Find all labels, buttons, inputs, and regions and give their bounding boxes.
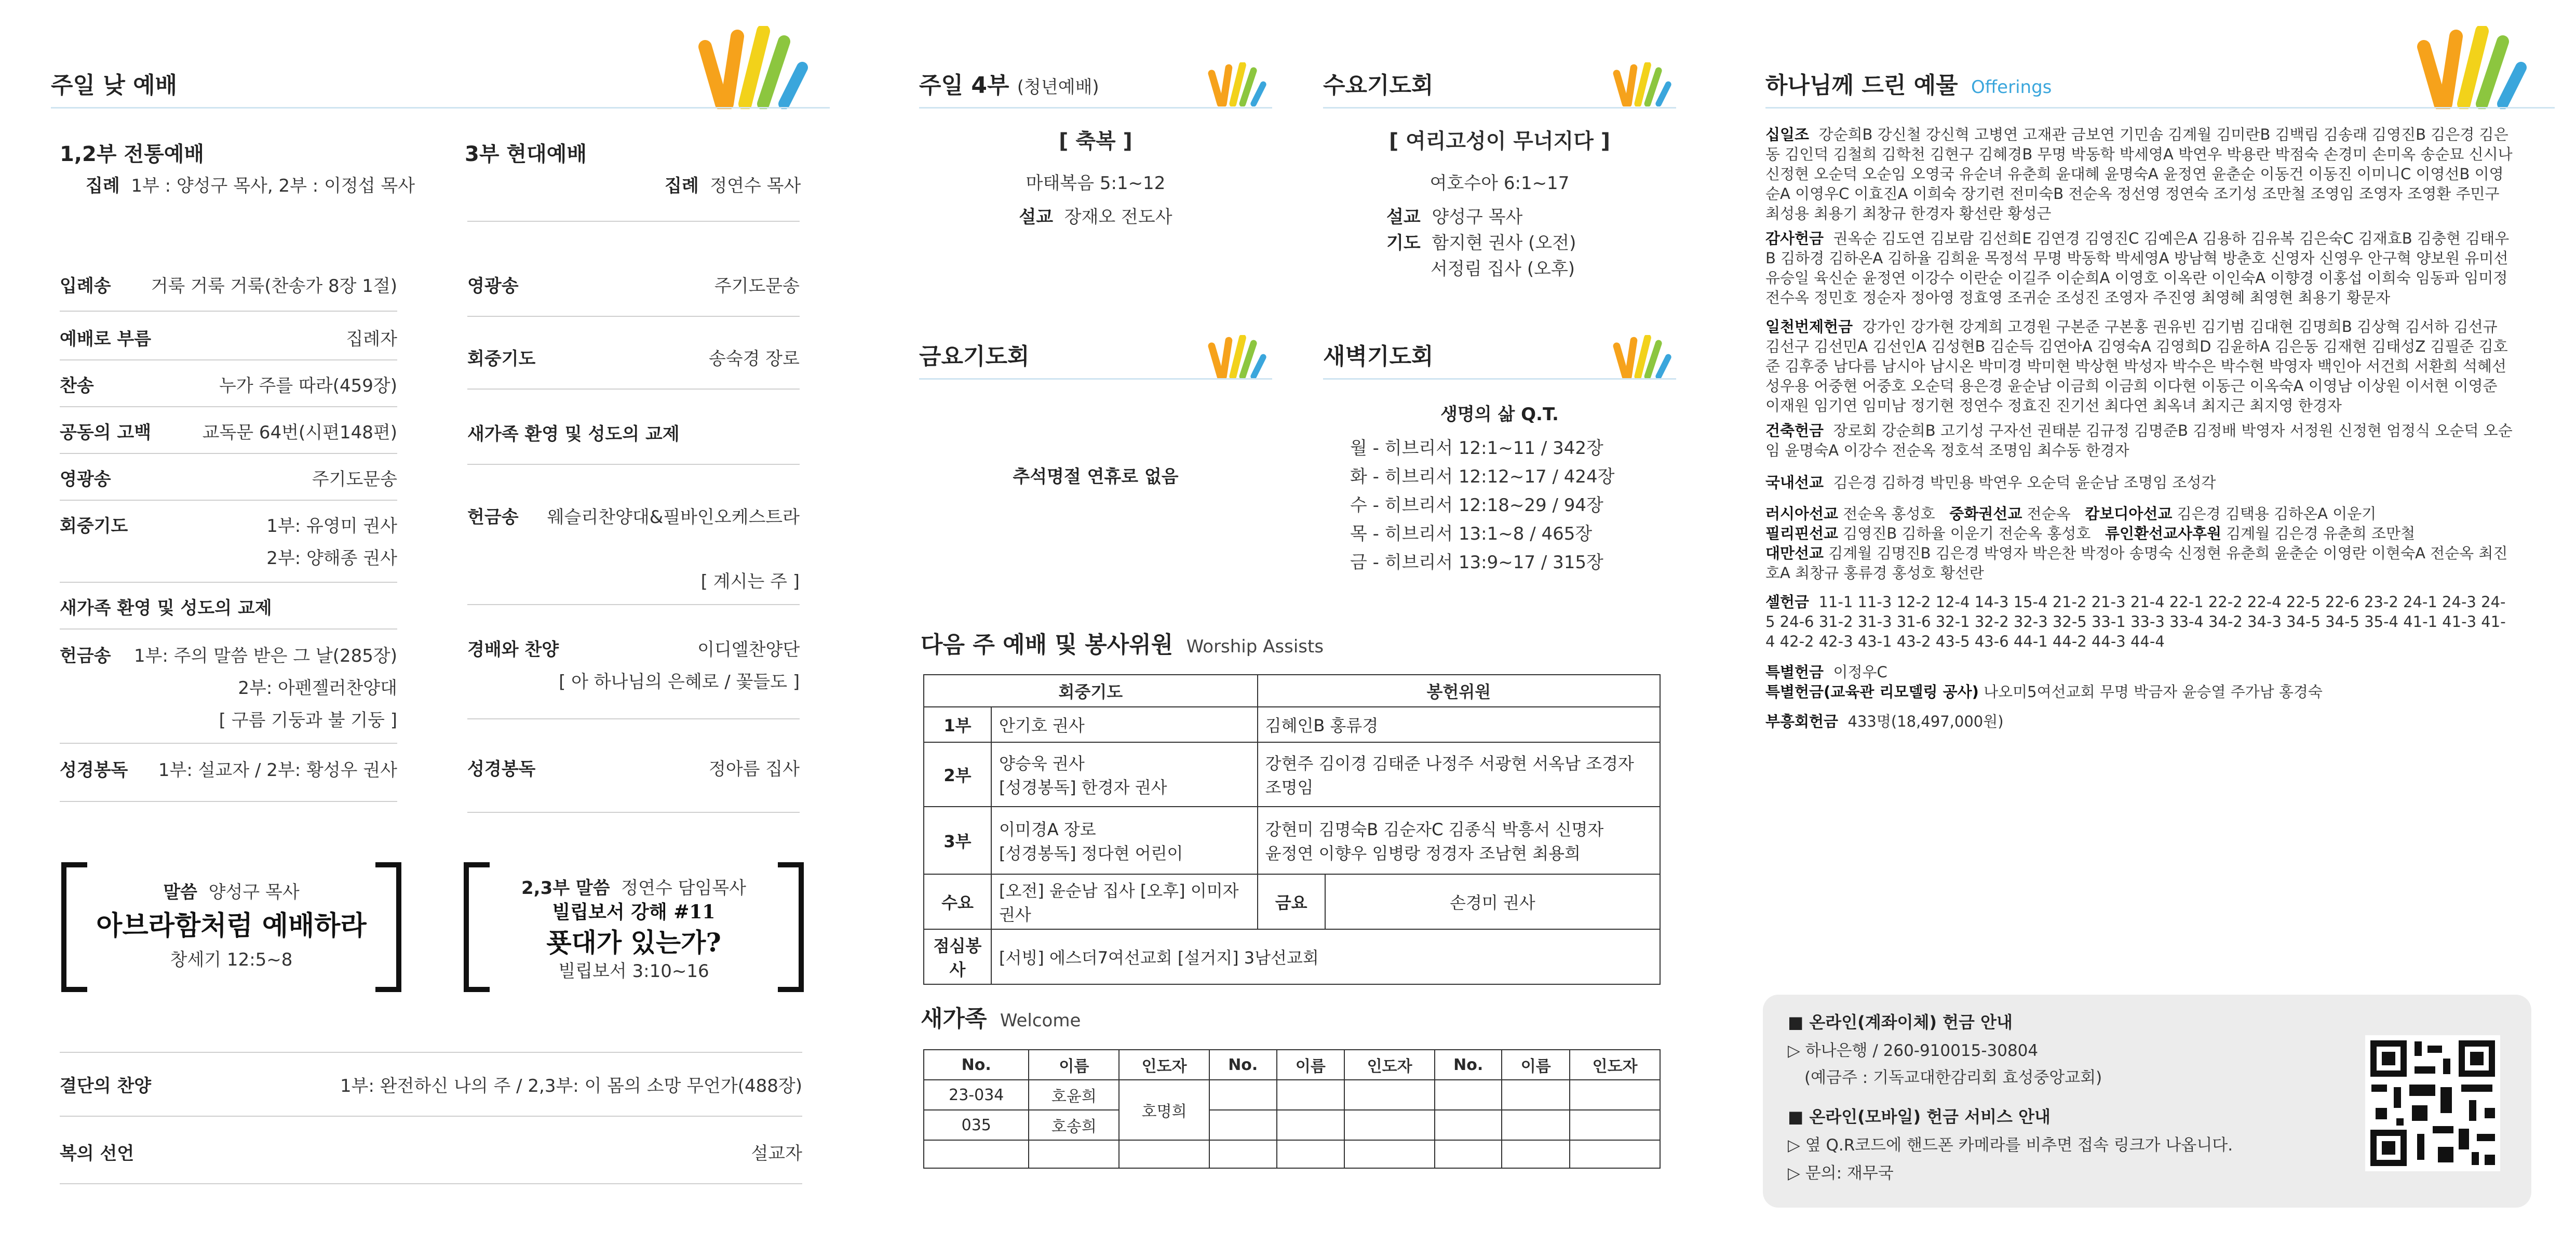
fri-note: 추석명절 연휴로 없음 [1013,466,1179,487]
sermon-2-series: 빌립보서 강해 #11 [552,901,716,923]
online-giving-box: ■ 온라인(계좌이체) 헌금 안내 ▷ 하나은행 / 260-910015-30804 (예금주 : 기독교대한감리회 효성중앙교회) ■ 온라인(모바일) 헌금 서비스 안내 ▷ 옆 Q.R코드에 핸드폰 카메라를 비추면 접속 링크가 나옵니다. ▷ 문의: 재무국 [1763,995,2531,1208]
modern-row: 회중기도 송숙경 장로 [467,343,800,390]
trad-row: 영광송 주기도문송 [60,463,397,501]
church-logo-icon [1205,335,1272,379]
wed-theme: [ 여리고성이 무너지다 ] [1388,129,1611,153]
sermon-2-title: 푯대가 있는가? [546,927,721,958]
trad-row: 새가족 환영 및 성도의 교제 [60,592,397,630]
modern-row: 헌금송 웨슬리찬양대&필바인오케스트라 [ 계시는 주 ] [467,501,800,605]
offering-group: 특별헌금 이정우C 특별헌금(교육관 리모델링 공사) 나오미5여선교회 무명 박금자 윤승열 주가남 홍경숙 [1765,663,2323,701]
offering-group: 감사헌금 권옥순 김도연 김보람 김선희E 김연경 김영진C 김예은A 김용하 김유복 김은숙C 김재효B 김충현 김태우B 김하경 김하온A 김하율 김희윤 목정석 무명 박동학 박세영A 방남혁 방춘호 신영자 신영우 안구혁 양보원 유미선 유승일 육신순 윤정연 이강수 이란순 이길주 이순희A 이영호 이옥란 이인숙A 이향경 이홍섭 이희숙 임동파 임미정 전수옥 정민호 정순자 정아영 정효영 조귀순 조성진 조영자 주진영 최영혜 최영현 최용기 황문자 [1765,230,2510,306]
fri-title: 금요기도회 [919,343,1030,370]
title-rule [51,107,830,109]
offering-group: 십일조 강순희B 강신철 강신혁 고병연 고재관 금보연 기민솜 김계월 김미란B 김백림 김송래 김영진B 김은경 김은동 김인덕 김철희 김학천 김현구 김혜경B 무명 박동학 박세영A 박연우 박용란 박점숙 손경미 손미옥 송순묘 신시나 신정현 오순덕 오순임 오영국 유순녀 유춘희 윤대혜 윤명숙A 윤정연 윤춘순 이동건 이동진 이미니C 이영선B 이영순A 이영우C 이효진A 이희숙 장기련 전미숙B 전순옥 정선영 정연숙 조기성 조만철 조영임 조영자 조영환 주민구 최성용 최용기 최창규 한경자 황선란 황성근 [1765,126,2513,222]
trad-row: 헌금송 1부: 주의 말씀 받은 그 날(285장) 2부: 아펜젤러찬양대 [ 구름 기둥과 불 기둥 ] [60,640,397,744]
sermon-box-1: 말씀 양성구 목사 아브라함처럼 예배하라 창세기 12:5~8 [61,867,401,987]
modern-row: 새가족 환영 및 성도의 교제 [467,418,800,465]
offering-group: 국내선교 김은경 김하경 박민용 박연우 오순덕 윤순남 조명임 조성각 [1765,474,2216,491]
dawn-item: 금 - 히브리서 13:9~17 / 315장 [1350,552,1603,573]
offering-group: 필리핀선교 김영진B 김하율 이운기 전순옥 홍성호 류인환선교사후원 김계월 김은경 유춘희 조만철 [1765,525,2416,542]
offering-title: 하나님께 드린 예물 Offerings [1765,72,2052,99]
modern-row: 영광송 주기도문송 [467,270,800,317]
sermon-1-title: 아브라함처럼 예배하라 [96,910,367,942]
sermon-2-ref: 빌립보서 3:10~16 [558,961,709,982]
modern-heading: 3부 현대예배 [465,142,587,166]
offering-group: 대만선교 김계월 김명진B 김은경 박영자 박은찬 박정아 송명숙 신정현 유춘희 윤춘순 이영란 이현숙A 전순옥 최진호A 최창규 홍류경 홍성호 황선란 [1765,544,2508,582]
dawn-item: 화 - 히브리서 12:12~17 / 424장 [1350,466,1615,487]
offering-group: 러시아선교 전순옥 홍성호 중화권선교 전순옥 캄보디아선교 김은경 김택용 김하온A 이운기 [1765,505,2377,523]
church-logo-icon [1205,62,1272,106]
trad-row: 공동의 고백 교독문 64번(시편148편) [60,417,397,454]
offering-group: 일천번제헌금 강가인 강가현 강계희 고경원 구본준 구본홍 권유빈 김기범 김대현 김명희B 김상혁 김서하 김선규 김선구 김선민A 김선인A 김성현B 김순득 김연아A 김영숙A 김영희D 김윤하A 김은동 김재현 김태성Z 김필준 김호준 김후중 남다름 남시아 남시온 박미경 박미현 박상현 박성자 박수은 박수현 박영자 백인아 서건희 서환희 석혜선 성우용 어중현 어중호 오순덕 용은경 윤순남 이금희 이금희 이다현 이동근 이옥숙A 이영남 이상원 이서현 이영준 이재원 임기연 임미남 정기현 정연수 정효진 진기선 최다연 최옥녀 최지근 최지영 한경자 [1765,318,2508,414]
welcome-title: 새가족 Welcome [921,1006,1081,1032]
modern-lead-rule [467,221,800,222]
dawn-item: 수 - 히브리서 12:18~29 / 94장 [1350,495,1603,516]
trad-lead: 집례 1부 : 양성구 목사, 2부 : 이정섭 목사 [86,176,415,196]
sermon-1-ref: 창세기 12:5~8 [170,949,293,970]
trad-heading: 1,2부 전통예배 [60,142,204,166]
wed-ref: 여호수아 6:1~17 [1429,173,1570,194]
dawn-title: 새벽기도회 [1323,343,1434,370]
youth-title: 주일 4부 (청년예배) [919,72,1099,99]
trad-row: 예배로 부름 집례자 [60,323,397,360]
assist-title: 다음 주 예배 및 봉사위원 Worship Assists [921,632,1324,658]
panel1-title: 주일 낮 예배 [51,72,178,99]
dawn-item: 목 - 히브리서 13:1~8 / 465장 [1350,524,1593,544]
offering-group: 셀헌금 11-1 11-3 12-2 12-4 14-3 15-4 21-2 21-3 21-4 22-1 22-2 22-4 22-5 22-6 23-2 24-1 24-3 24-5 24-6 31-2 31-3 31-6 32-1 32-2 32-3 32-5 33-1 33-3 33-4 34-2 34-3 34-5 34-5 35-4 41-1 41-3 41-4 42-2 42-3 43-1 43-2 43-5 43-6 44-1 44-2 44-3 44-4 [1765,593,2506,650]
offering-group: 건축헌금 장로회 강순희B 고기성 구자선 권태분 김규정 김명준B 김정배 박영자 서정원 신정현 엄정식 오순덕 오순임 윤명숙A 이강수 전순옥 정호석 조명임 최수동 한경자 [1765,422,2513,459]
trad-row: 성경봉독 1부: 설교자 / 2부: 황성우 권사 [60,754,397,802]
sermon-box-2: 2,3부 말씀 정연수 담임목사 빌립보서 강해 #11 푯대가 있는가? 빌립보서 3:10~16 [464,867,804,987]
modern-row: 경배와 찬양 이디엘찬양단 [ 아 하나님의 은혜로 / 꽃들도 ] [467,634,800,719]
dawn-item: 월 - 히브리서 12:1~11 / 342장 [1350,438,1603,459]
church-logo-icon [2409,26,2539,109]
church-logo-icon [1610,62,1677,106]
modern-lead: 집례 정연수 목사 [665,176,801,196]
youth-ref: 마태복음 5:1~12 [1026,173,1166,194]
youth-preacher: 설교 장재오 전도사 [1019,207,1172,227]
church-logo-icon [691,26,820,109]
offering-group: 부흥회헌금 433명(18,497,000원) [1765,713,2004,730]
trad-row: 입례송 거룩 거룩 거룩(찬송가 8장 1절) [60,270,397,312]
youth-theme: [ 축복 ] [1059,129,1132,153]
assist-table: 회중기도 봉헌위원 1부 안기호 권사 김혜인B 홍류경 2부 양승욱 권사 [성경봉독] 한경자 권사 강현주 김이경 김태준 나정주 서광현 서옥남 조경자 조명임 3부 이미경A 장로 [성경봉독] 정다현 어린이 강현미 김명숙B 김순자C 김종식 박흥서 신명자 윤정연 이향우 임병랑 정경자 조남현 최용희 수요 [오전] 윤순남 집사 [오후] 이미자 권사 금요 손경미 권사 점심봉사 [서빙] 에스더7여선교회 [설거지] 3남선교회 [923,674,1661,985]
closing-row: 결단의 찬양 1부: 완전하신 나의 주 / 2,3부: 이 몸의 소망 무언가(488장) [60,1070,802,1117]
trad-row: 회중기도 1부: 유영미 권사 2부: 양해종 권사 [60,510,397,583]
wed-title: 수요기도회 [1323,72,1434,99]
dawn-sub: 생명의 삶 Q.T. [1440,404,1559,425]
closing-row: 복의 선언 설교자 [60,1137,802,1184]
modern-row: 성경봉독 정아름 집사 [467,753,800,813]
qr-code-icon[interactable] [2365,1035,2500,1171]
closing-rule [60,1052,802,1053]
trad-row: 찬송 누가 주를 따라(459장) [60,370,397,407]
welcome-table: No. 이름 인도자 No. 이름 인도자 No. 이름 인도자 23-034 호윤희 호명희 035 호송희 [923,1049,1661,1169]
church-logo-icon [1610,335,1677,379]
